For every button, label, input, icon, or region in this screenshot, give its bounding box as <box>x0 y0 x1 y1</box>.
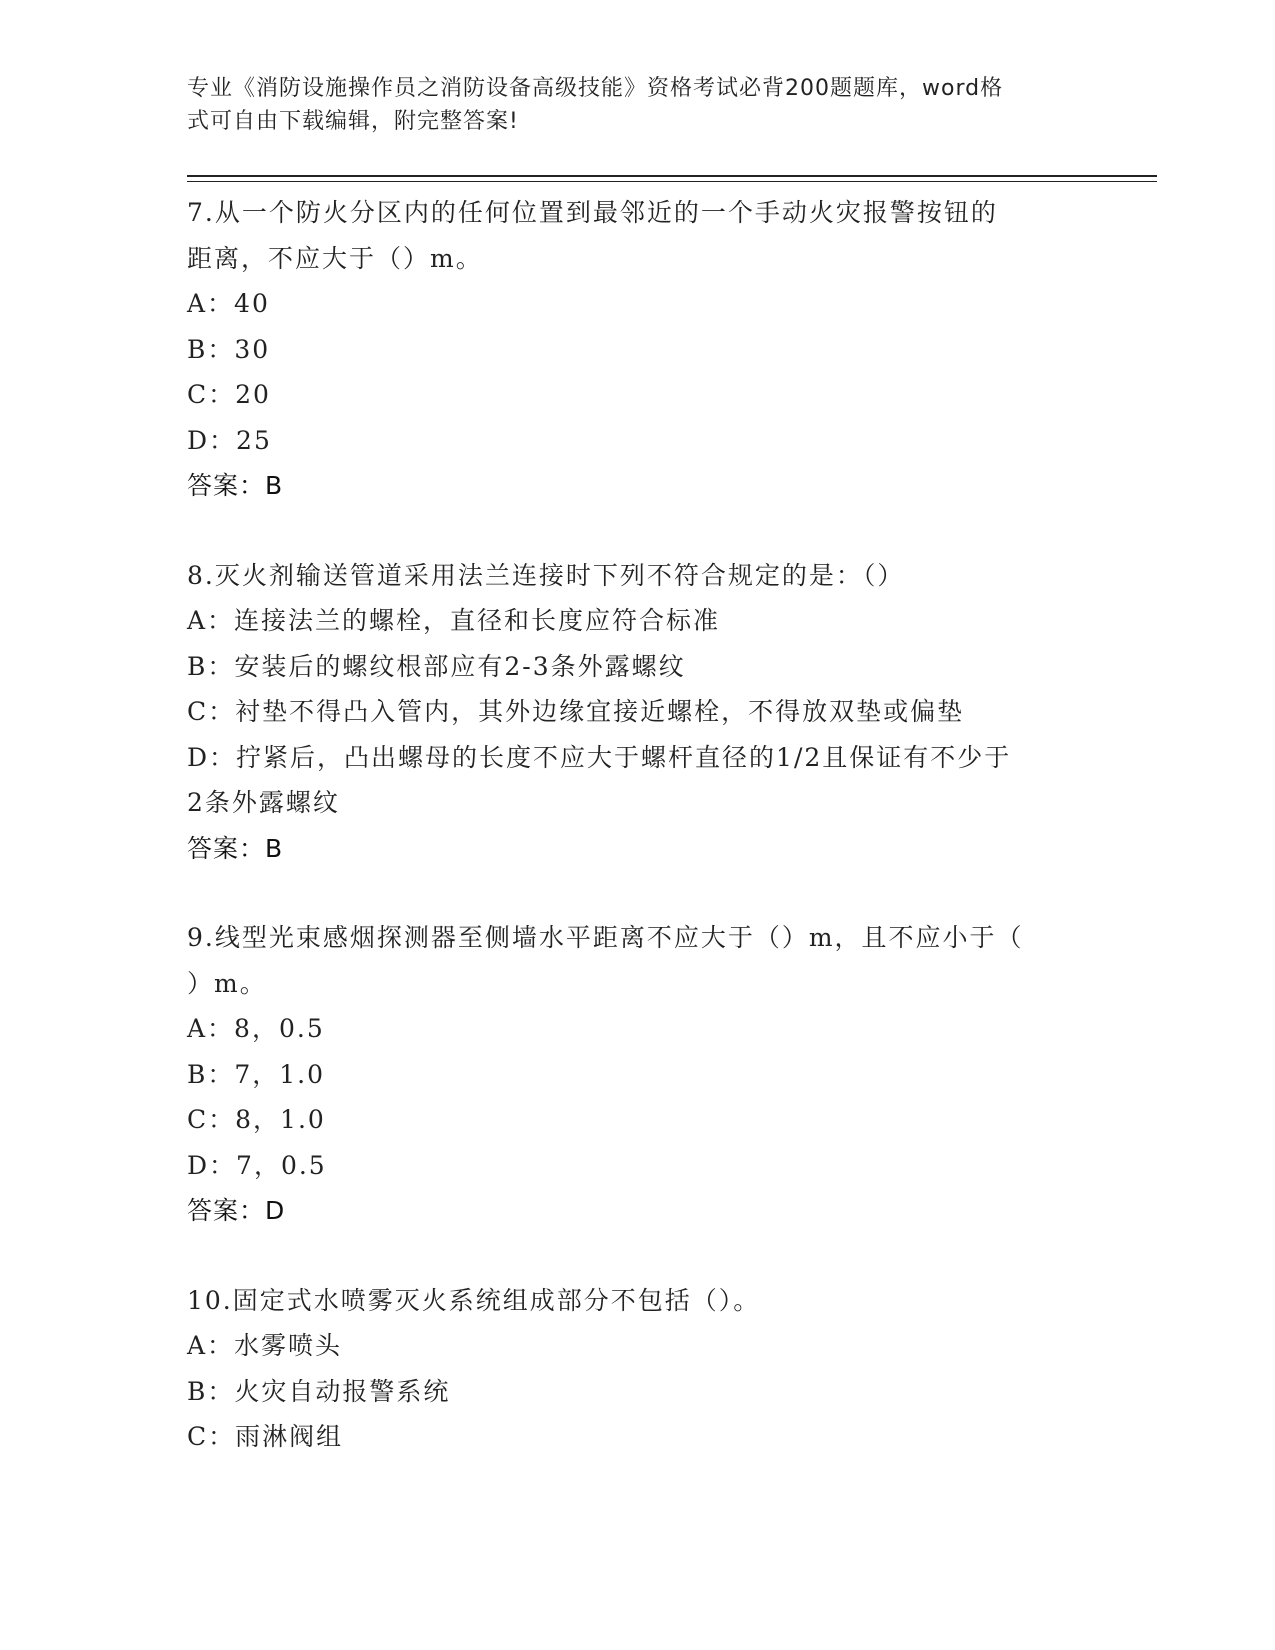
question-8 <box>187 553 1077 872</box>
option-c: C：20 <box>187 380 271 409</box>
option-c: C：衬垫不得凸入管内，其外边缘宜接近螺栓，不得放双垫或偏垫 <box>187 697 965 726</box>
question-spacer <box>187 509 1077 553</box>
header-divider-thin <box>187 181 1157 182</box>
option-d: D：25 <box>187 425 272 455</box>
option-a: A：水雾喷头 <box>187 1331 343 1360</box>
option-a: A：连接法兰的螺栓，直径和长度应符合标准 <box>187 606 721 635</box>
question-stem-continued: ）m。 <box>187 968 267 998</box>
option-a: A：8，0.5 <box>187 1014 325 1043</box>
question-stem: 8.灭火剂输送管道采用法兰连接时下列不符合规定的是：（） <box>187 560 905 590</box>
option-d: D：7，0.5 <box>187 1150 327 1180</box>
option-b: B：安装后的螺纹根部应有2-3条外露螺纹 <box>187 651 686 681</box>
question-stem: 10.固定式水喷雾灭火系统组成部分不包括（）。 <box>187 1285 761 1315</box>
option-c: C：雨淋阀组 <box>187 1422 344 1451</box>
option-d-continued: 2条外露螺纹 <box>187 788 340 817</box>
option-b: B：7，1.0 <box>187 1059 326 1089</box>
document-header <box>187 72 1067 138</box>
question-stem: 9.线型光束感烟探测器至侧墙水平距离不应大于（）m，且不应小于（ <box>187 923 1024 952</box>
question-7 <box>187 190 1077 509</box>
question-spacer <box>187 1234 1077 1278</box>
option-d: D：拧紧后，凸出螺母的长度不应大于螺杆直径的1/2且保证有不少于 <box>187 742 1012 772</box>
question-10 <box>187 1278 1077 1460</box>
option-b: B：火灾自动报警系统 <box>187 1376 451 1406</box>
header-line-1: 专业《消防设施操作员之消防设备高级技能》资格考试必背200题题库，word格 <box>187 76 1004 101</box>
option-a: A：40 <box>187 289 270 318</box>
answer-label: 答案：D <box>187 1196 286 1225</box>
question-9 <box>187 915 1077 1234</box>
question-list <box>187 190 1077 1460</box>
question-spacer <box>187 871 1077 915</box>
answer-label: 答案：B <box>187 471 284 500</box>
header-line-2: 式可自由下载编辑，附完整答案! <box>187 109 519 134</box>
question-stem: 7.从一个防火分区内的任何位置到最邻近的一个手动火灾报警按钮的 <box>187 198 998 227</box>
answer-label: 答案：B <box>187 833 284 863</box>
question-stem-continued: 距离，不应大于（）m。 <box>187 243 483 273</box>
header-divider-thick <box>187 175 1157 177</box>
option-b: B：30 <box>187 334 271 364</box>
option-c: C：8，1.0 <box>187 1105 326 1134</box>
